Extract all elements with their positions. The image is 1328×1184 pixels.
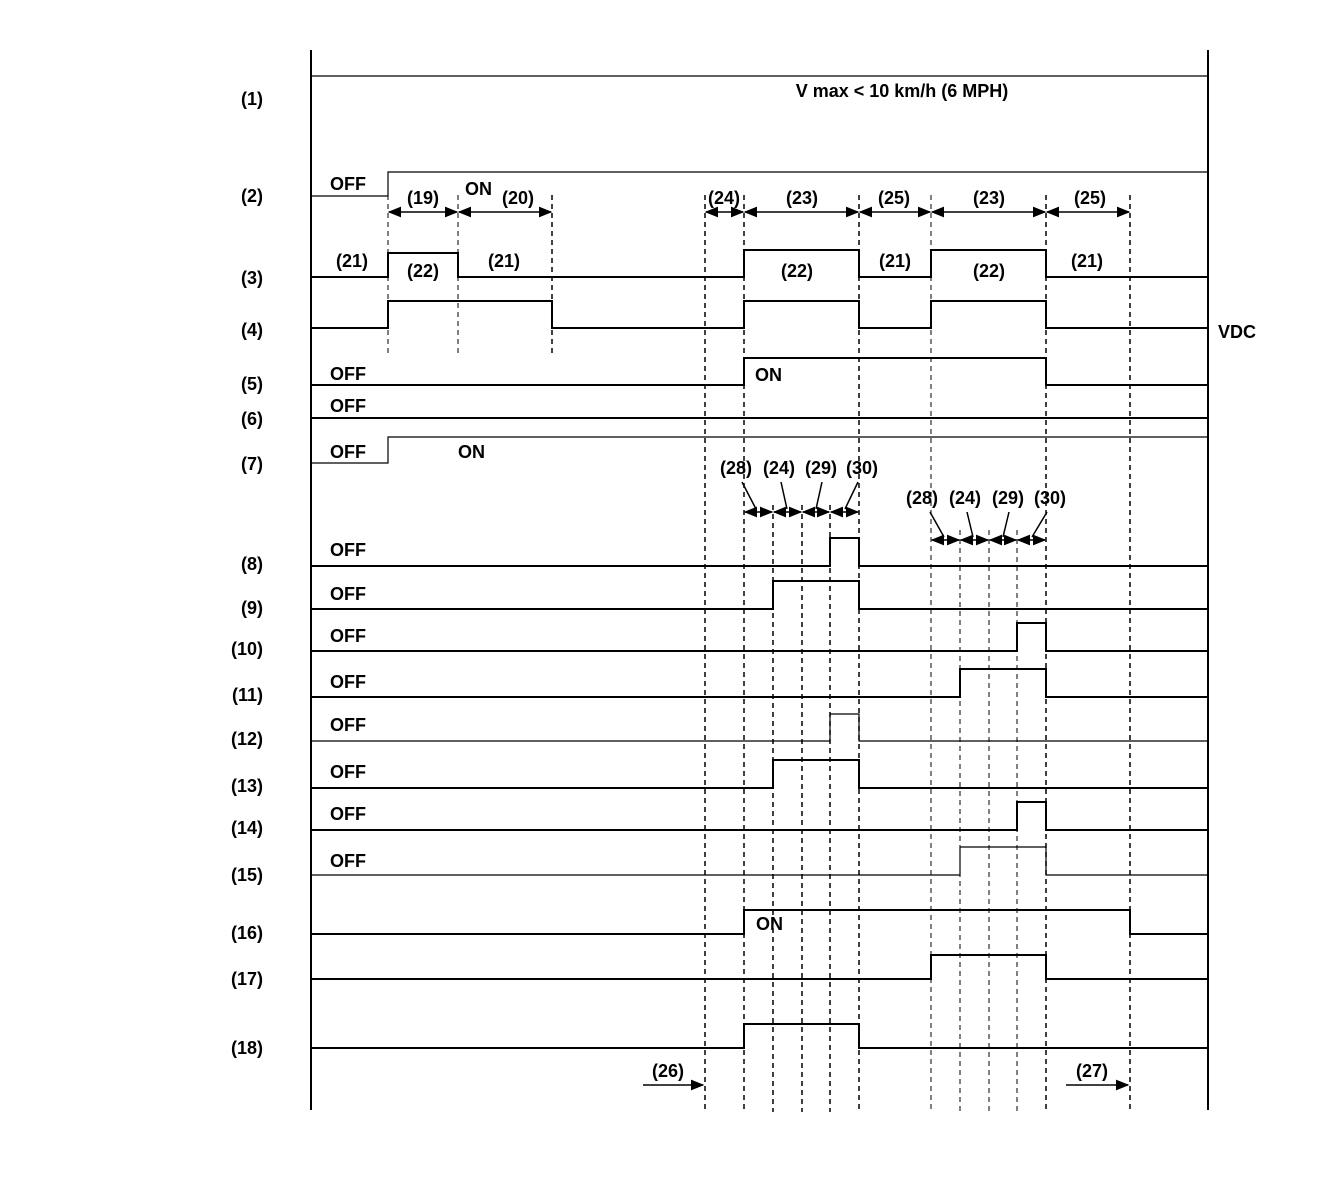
sub-a-label-24: (24) bbox=[762, 458, 796, 478]
row-15-off-label: OFF bbox=[330, 851, 366, 871]
row-5-off-label: OFF bbox=[330, 364, 366, 384]
interval-label-23-a: (23) bbox=[785, 188, 819, 208]
row-3-label-22-c: (22) bbox=[972, 261, 1006, 281]
signal-row-14 bbox=[311, 802, 1208, 830]
interval-arrows-top bbox=[389, 188, 1129, 212]
sub-intervals-b bbox=[906, 488, 1066, 540]
row-label-16: (16) bbox=[230, 923, 263, 943]
row-8-off-label: OFF bbox=[330, 540, 366, 560]
interval-label-24-top: (24) bbox=[707, 188, 741, 208]
sub-b-leader-28 bbox=[930, 512, 944, 537]
interval-label-23-b: (23) bbox=[972, 188, 1006, 208]
row-label-6: (6) bbox=[241, 409, 263, 429]
sub-b-label-28: (28) bbox=[905, 488, 939, 508]
row-label-10: (10) bbox=[230, 639, 263, 659]
row-11-off-label: OFF bbox=[330, 672, 366, 692]
sub-b-label-29: (29) bbox=[991, 488, 1025, 508]
sub-b-label-24: (24) bbox=[948, 488, 982, 508]
sub-b-label-30: (30) bbox=[1033, 488, 1067, 508]
signal-row-10 bbox=[311, 623, 1208, 651]
row-label-2: (2) bbox=[241, 186, 263, 206]
sub-a-leader-29 bbox=[816, 482, 822, 509]
interval-label-19: (19) bbox=[406, 188, 440, 208]
row-label-8: (8) bbox=[241, 554, 263, 574]
row-2-off-label: OFF bbox=[330, 174, 366, 194]
event-label-27: (27) bbox=[1075, 1061, 1109, 1081]
signal-row-8 bbox=[311, 538, 1208, 566]
signal-row-13 bbox=[311, 760, 1208, 788]
row-label-14: (14) bbox=[230, 818, 263, 838]
sub-a-leader-30 bbox=[845, 482, 858, 509]
sub-a-leader-24 bbox=[781, 482, 787, 509]
signal-row-4 bbox=[311, 301, 1208, 328]
sub-b-leader-24 bbox=[967, 512, 973, 537]
row-2-on-label: ON bbox=[465, 179, 492, 199]
interval-label-20: (20) bbox=[501, 188, 535, 208]
row-7-on-label: ON bbox=[458, 442, 485, 462]
signal-row-15 bbox=[311, 847, 1208, 875]
interval-label-25-a: (25) bbox=[877, 188, 911, 208]
row-5-on-label: ON bbox=[755, 365, 782, 385]
row-label-18: (18) bbox=[230, 1038, 263, 1058]
row-label-7: (7) bbox=[241, 454, 263, 474]
interval-label-25-b: (25) bbox=[1073, 188, 1107, 208]
row-label-13: (13) bbox=[230, 776, 263, 796]
row-label-9: (9) bbox=[241, 598, 263, 618]
row-6-off-label: OFF bbox=[330, 396, 366, 416]
sub-a-label-30: (30) bbox=[845, 458, 879, 478]
sub-a-label-28: (28) bbox=[719, 458, 753, 478]
signal-row-7 bbox=[311, 437, 1208, 463]
signal-row-12 bbox=[311, 714, 1208, 741]
row-3-label-21-b: (21) bbox=[487, 251, 521, 271]
row-3-label-22-b: (22) bbox=[780, 261, 814, 281]
sub-b-leader-30 bbox=[1032, 512, 1047, 537]
speed-condition-label: V max < 10 km/h (6 MPH) bbox=[795, 81, 1009, 101]
row-label-11: (11) bbox=[231, 685, 263, 705]
sub-a-label-29: (29) bbox=[804, 458, 838, 478]
row-label-12: (12) bbox=[230, 729, 263, 749]
row-9-off-label: OFF bbox=[330, 584, 366, 604]
row-label-1: (1) bbox=[241, 89, 263, 109]
row-labels bbox=[231, 89, 263, 1058]
event-label-26: (26) bbox=[651, 1061, 685, 1081]
sub-b-leader-29 bbox=[1003, 512, 1009, 537]
signal-row-11 bbox=[311, 669, 1208, 697]
row-3-label-22-a: (22) bbox=[406, 261, 440, 281]
row-label-5: (5) bbox=[241, 374, 263, 394]
vdc-label: VDC bbox=[1218, 322, 1257, 342]
time-markers bbox=[388, 195, 1130, 1112]
row-10-off-label: OFF bbox=[330, 626, 366, 646]
row-label-15: (15) bbox=[230, 865, 263, 885]
row-3-label-21-c: (21) bbox=[878, 251, 912, 271]
row-label-3: (3) bbox=[241, 268, 263, 288]
signal-row-17 bbox=[311, 955, 1208, 979]
signal-row-18 bbox=[311, 1024, 1208, 1048]
row-14-off-label: OFF bbox=[330, 804, 366, 824]
signal-row-9 bbox=[311, 581, 1208, 609]
row-3-label-21-a: (21) bbox=[335, 251, 369, 271]
row-label-17: (17) bbox=[230, 969, 263, 989]
row-label-4: (4) bbox=[241, 320, 263, 340]
row-16-on-label: ON bbox=[756, 914, 783, 934]
row-3-label-21-d: (21) bbox=[1070, 251, 1104, 271]
row-13-off-label: OFF bbox=[330, 762, 366, 782]
row-7-off-label: OFF bbox=[330, 442, 366, 462]
row-12-off-label: OFF bbox=[330, 715, 366, 735]
